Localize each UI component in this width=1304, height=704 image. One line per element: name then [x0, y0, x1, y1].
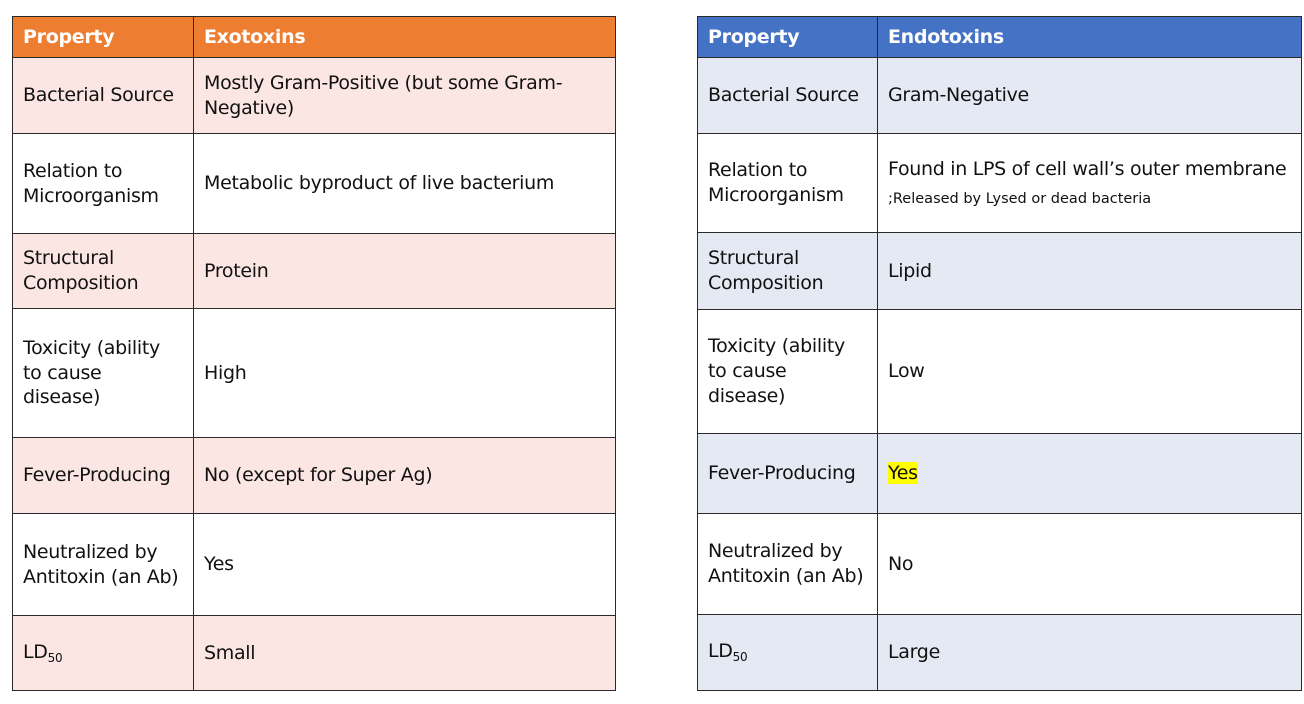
header-exotoxins: Exotoxins [194, 17, 616, 58]
ld-label: LD [708, 640, 733, 663]
table-row [13, 309, 616, 438]
table-row [13, 58, 616, 134]
table-row [698, 58, 1302, 134]
endotoxins-table [697, 16, 1302, 691]
table-row [13, 234, 616, 309]
table-row [698, 310, 1302, 434]
value-cell: No (except for Super Ag) [194, 438, 616, 514]
value-cell: Low [878, 310, 1302, 434]
value-cell: Small [194, 616, 616, 691]
exotoxins-header-row [13, 17, 616, 58]
value-cell: Metabolic byproduct of live bacterium [194, 134, 616, 234]
header-property: Property [698, 17, 878, 58]
endotoxins-header-row [698, 17, 1302, 58]
value-cell: High [194, 309, 616, 438]
highlighted-value: Yes [888, 462, 918, 485]
property-cell: Neutralized by Antitoxin (an Ab) [698, 514, 878, 615]
property-cell: Structural Composition [13, 234, 194, 309]
property-cell [13, 616, 194, 691]
table-row [13, 616, 616, 691]
property-cell: Relation to Microorganism [698, 134, 878, 233]
value-cell: Mostly Gram-Positive (but some Gram-Negative) [194, 58, 616, 134]
table-row [13, 514, 616, 616]
table-row [13, 438, 616, 514]
table-row [13, 134, 616, 234]
property-cell: Toxicity (ability to cause disease) [13, 309, 194, 438]
exotoxins-table [12, 16, 616, 691]
value-cell: No [878, 514, 1302, 615]
value-cell: Gram-Negative [878, 58, 1302, 134]
ld-subscript: 50 [732, 650, 748, 665]
value-cell: Yes [194, 514, 616, 616]
ld-subscript: 50 [47, 650, 63, 665]
property-cell: Fever-Producing [13, 438, 194, 514]
value-cell: Large [878, 615, 1302, 691]
property-cell: Bacterial Source [13, 58, 194, 134]
property-cell: Bacterial Source [698, 58, 878, 134]
property-cell [698, 615, 878, 691]
property-cell: Fever-Producing [698, 434, 878, 514]
table-row [698, 233, 1302, 310]
table-row [698, 514, 1302, 615]
property-cell: Structural Composition [698, 233, 878, 310]
value-cell: Lipid [878, 233, 1302, 310]
table-row [698, 434, 1302, 514]
value-cell: Protein [194, 234, 616, 309]
ld-label: LD [23, 640, 48, 663]
header-endotoxins: Endotoxins [878, 17, 1302, 58]
value-cell [878, 134, 1302, 233]
property-cell: Neutralized by Antitoxin (an Ab) [13, 514, 194, 616]
property-cell: Relation to Microorganism [13, 134, 194, 234]
value-cell [878, 434, 1302, 514]
table-row [698, 615, 1302, 691]
property-cell: Toxicity (ability to cause disease) [698, 310, 878, 434]
release-note: ;Released by Lysed or dead bacteria [888, 190, 1152, 207]
header-property: Property [13, 17, 194, 58]
value-text: Found in LPS of cell wall’s outer membrane [888, 158, 1287, 181]
table-row [698, 134, 1302, 233]
